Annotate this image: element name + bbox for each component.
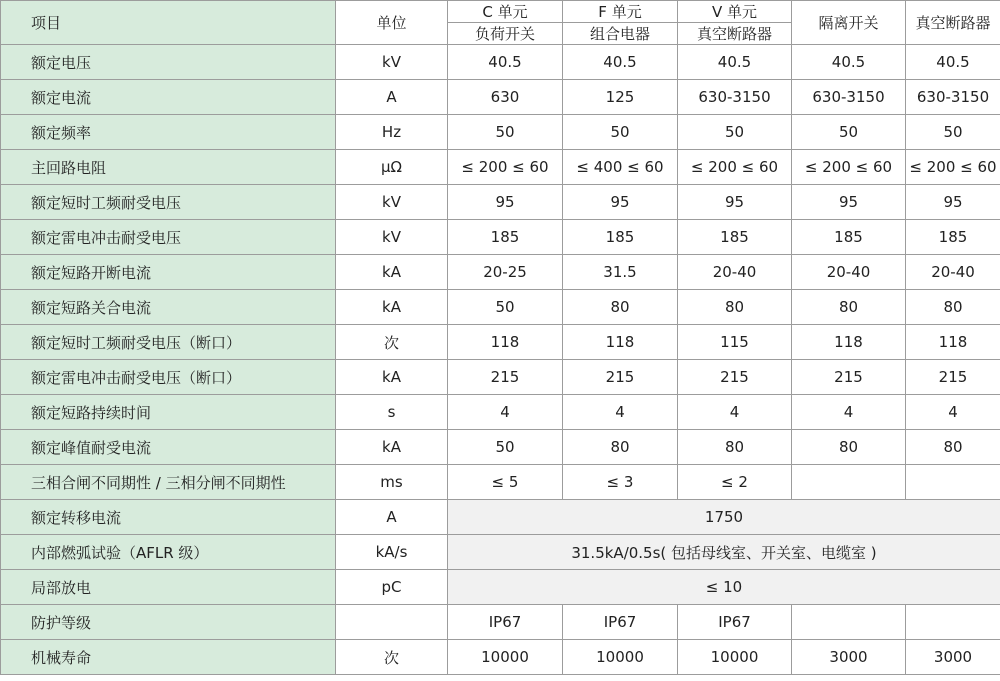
value-cell: 95 xyxy=(678,185,792,220)
value-cell: 185 xyxy=(792,220,906,255)
row-label: 内部燃弧试验（AFLR 级） xyxy=(1,535,336,570)
value-cell: 40.5 xyxy=(563,45,678,80)
value-cell: ≤ 2 xyxy=(678,465,792,500)
value-cell: 215 xyxy=(563,360,678,395)
table-row xyxy=(1,80,1000,115)
value-cell: 3000 xyxy=(906,640,1000,675)
row-unit: μΩ xyxy=(336,150,448,185)
table-row xyxy=(1,185,1000,220)
row-unit: kA/s xyxy=(336,535,448,570)
header-isolator: 隔离开关 xyxy=(792,1,906,45)
value-cell: ≤ 200 ≤ 60 xyxy=(448,150,563,185)
value-cell: 115 xyxy=(678,325,792,360)
value-cell: IP67 xyxy=(563,605,678,640)
value-cell: 10000 xyxy=(678,640,792,675)
value-cell: 10000 xyxy=(448,640,563,675)
table-row xyxy=(1,465,1000,500)
table-row xyxy=(1,500,1000,535)
value-cell: 125 xyxy=(563,80,678,115)
value-cell: 40.5 xyxy=(906,45,1000,80)
row-unit: kA xyxy=(336,430,448,465)
value-cell: ≤ 3 xyxy=(563,465,678,500)
value-cell: 4 xyxy=(563,395,678,430)
value-cell: 80 xyxy=(563,290,678,325)
row-label: 主回路电阻 xyxy=(1,150,336,185)
row-unit: A xyxy=(336,500,448,535)
header-v-unit: V 单元 xyxy=(678,1,792,23)
value-cell: 215 xyxy=(678,360,792,395)
merged-value-cell: 1750 xyxy=(448,500,1000,535)
value-cell: 3000 xyxy=(792,640,906,675)
row-label: 额定电流 xyxy=(1,80,336,115)
value-cell: 40.5 xyxy=(678,45,792,80)
row-unit: kV xyxy=(336,45,448,80)
value-cell: 118 xyxy=(448,325,563,360)
value-cell xyxy=(906,465,1000,500)
value-cell: 50 xyxy=(448,430,563,465)
table-row xyxy=(1,150,1000,185)
value-cell: 4 xyxy=(678,395,792,430)
value-cell: ≤ 5 xyxy=(448,465,563,500)
value-cell: 80 xyxy=(792,430,906,465)
value-cell: 80 xyxy=(792,290,906,325)
table-row xyxy=(1,605,1000,640)
value-cell: 185 xyxy=(678,220,792,255)
header-unit: 单位 xyxy=(336,1,448,45)
value-cell: 215 xyxy=(448,360,563,395)
value-cell: 80 xyxy=(563,430,678,465)
value-cell: 630-3150 xyxy=(792,80,906,115)
value-cell: 50 xyxy=(678,115,792,150)
row-unit: kV xyxy=(336,220,448,255)
value-cell: ≤ 400 ≤ 60 xyxy=(563,150,678,185)
value-cell: 4 xyxy=(792,395,906,430)
header-c-unit: C 单元 xyxy=(448,1,563,23)
row-label: 额定短路关合电流 xyxy=(1,290,336,325)
value-cell: 40.5 xyxy=(448,45,563,80)
value-cell: 50 xyxy=(563,115,678,150)
row-label: 额定短路持续时间 xyxy=(1,395,336,430)
row-unit: A xyxy=(336,80,448,115)
row-unit: kA xyxy=(336,290,448,325)
row-unit: kA xyxy=(336,360,448,395)
row-unit: Hz xyxy=(336,115,448,150)
value-cell xyxy=(792,605,906,640)
value-cell: 95 xyxy=(906,185,1000,220)
value-cell: 80 xyxy=(906,430,1000,465)
value-cell: ≤ 200 ≤ 60 xyxy=(678,150,792,185)
row-unit: 次 xyxy=(336,640,448,675)
value-cell: 185 xyxy=(563,220,678,255)
value-cell: ≤ 200 ≤ 60 xyxy=(792,150,906,185)
value-cell: 10000 xyxy=(563,640,678,675)
value-cell xyxy=(906,605,1000,640)
value-cell: 95 xyxy=(448,185,563,220)
row-label: 额定雷电冲击耐受电压 xyxy=(1,220,336,255)
value-cell: 215 xyxy=(792,360,906,395)
header-c-sub: 负荷开关 xyxy=(448,23,563,45)
value-cell: 50 xyxy=(906,115,1000,150)
value-cell: 80 xyxy=(678,430,792,465)
row-unit: kV xyxy=(336,185,448,220)
value-cell: 20-40 xyxy=(906,255,1000,290)
value-cell: 630 xyxy=(448,80,563,115)
value-cell: 118 xyxy=(906,325,1000,360)
row-label: 额定短时工频耐受电压 xyxy=(1,185,336,220)
value-cell: 80 xyxy=(678,290,792,325)
merged-value-cell: ≤ 10 xyxy=(448,570,1000,605)
table-row xyxy=(1,325,1000,360)
row-label: 额定峰值耐受电流 xyxy=(1,430,336,465)
value-cell: IP67 xyxy=(448,605,563,640)
header-item: 项目 xyxy=(1,1,336,45)
row-label: 三相合闸不同期性 / 三相分闸不同期性 xyxy=(1,465,336,500)
table-row xyxy=(1,290,1000,325)
value-cell: 4 xyxy=(906,395,1000,430)
table-row xyxy=(1,535,1000,570)
row-label: 额定电压 xyxy=(1,45,336,80)
row-unit: 次 xyxy=(336,325,448,360)
value-cell: 95 xyxy=(792,185,906,220)
row-unit: s xyxy=(336,395,448,430)
value-cell: 20-25 xyxy=(448,255,563,290)
row-label: 额定短路开断电流 xyxy=(1,255,336,290)
value-cell: 4 xyxy=(448,395,563,430)
table-row xyxy=(1,255,1000,290)
value-cell: 118 xyxy=(563,325,678,360)
header-row xyxy=(1,1,1000,23)
row-label: 额定频率 xyxy=(1,115,336,150)
header-f-unit: F 单元 xyxy=(563,1,678,23)
table-row xyxy=(1,220,1000,255)
value-cell: 50 xyxy=(448,115,563,150)
table-row xyxy=(1,640,1000,675)
value-cell: 31.5 xyxy=(563,255,678,290)
value-cell: 50 xyxy=(448,290,563,325)
merged-value-cell: 31.5kA/0.5s( 包括母线室、开关室、电缆室 ) xyxy=(448,535,1000,570)
value-cell: 95 xyxy=(563,185,678,220)
header-v-sub: 真空断路器 xyxy=(678,23,792,45)
row-label: 额定转移电流 xyxy=(1,500,336,535)
value-cell: 20-40 xyxy=(792,255,906,290)
row-unit: kA xyxy=(336,255,448,290)
table-row xyxy=(1,395,1000,430)
row-label: 局部放电 xyxy=(1,570,336,605)
row-label: 防护等级 xyxy=(1,605,336,640)
row-label: 额定雷电冲击耐受电压（断口） xyxy=(1,360,336,395)
row-unit: ms xyxy=(336,465,448,500)
value-cell: 185 xyxy=(906,220,1000,255)
value-cell: 40.5 xyxy=(792,45,906,80)
value-cell: IP67 xyxy=(678,605,792,640)
row-label: 额定短时工频耐受电压（断口） xyxy=(1,325,336,360)
header-f-sub: 组合电器 xyxy=(563,23,678,45)
value-cell: 630-3150 xyxy=(906,80,1000,115)
table-row xyxy=(1,430,1000,465)
value-cell: ≤ 200 ≤ 60 xyxy=(906,150,1000,185)
value-cell: 80 xyxy=(906,290,1000,325)
row-unit xyxy=(336,605,448,640)
value-cell: 118 xyxy=(792,325,906,360)
row-unit: pC xyxy=(336,570,448,605)
table-row xyxy=(1,45,1000,80)
value-cell: 630-3150 xyxy=(678,80,792,115)
value-cell: 185 xyxy=(448,220,563,255)
row-label: 机械寿命 xyxy=(1,640,336,675)
table-row xyxy=(1,570,1000,605)
table-row xyxy=(1,115,1000,150)
value-cell xyxy=(792,465,906,500)
value-cell: 50 xyxy=(792,115,906,150)
header-vacuum-breaker: 真空断路器 xyxy=(906,1,1000,45)
table-row xyxy=(1,360,1000,395)
value-cell: 215 xyxy=(906,360,1000,395)
value-cell: 20-40 xyxy=(678,255,792,290)
